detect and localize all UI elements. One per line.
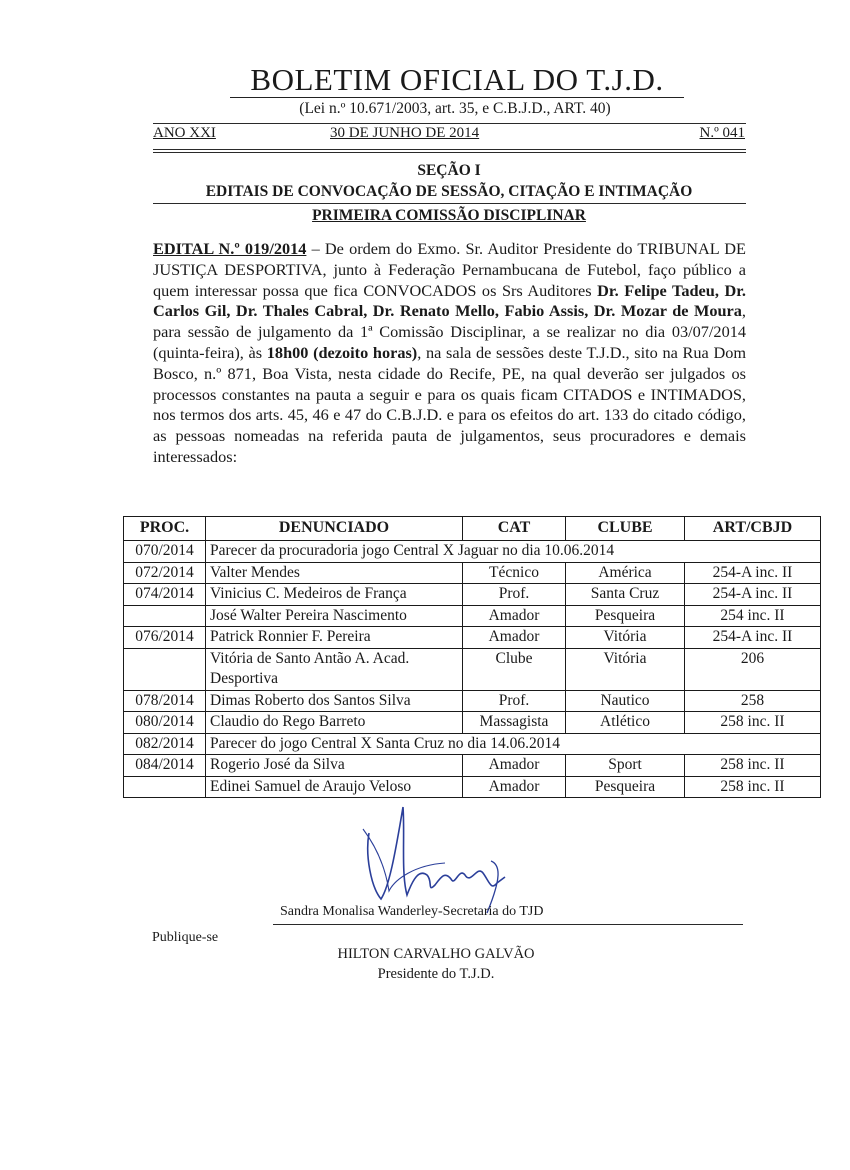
cell-art: 206 (685, 648, 821, 690)
cell-cat: Clube (463, 648, 566, 690)
issue-date: 30 DE JUNHO DE 2014 (330, 125, 480, 141)
table-row (124, 712, 821, 734)
cell-clube: Pesqueira (566, 776, 685, 798)
cell-denunciado: Vinicius C. Medeiros de França (206, 584, 463, 606)
cell-clube: Vitória (566, 648, 685, 690)
table-row (124, 627, 821, 649)
issue-number: N.º 041 (699, 125, 745, 141)
table-header-row (124, 517, 821, 541)
issue-year: ANO XXI (153, 125, 216, 141)
cell-cat: Amador (463, 627, 566, 649)
cell-art: 258 inc. II (685, 776, 821, 798)
signature-line (273, 924, 743, 925)
edital-text: EDITAL N.º 019/2014 – De ordem do Exmo. Sr. Auditor Presidente do TRIBUNAL DE JUSTIÇA DESPORTIVA, junto à Federação Pernambucana de Futebol, faço público a quem interessar possa que fica CONVOCADOS os Srs Auditores Dr. Felipe Tadeu, Dr. Carlos Gil, Dr. Thales Cabral, Dr. Renato Mello, Fabio Assis, Dr. Mozar de Moura, para sessão de julgamento da 1ª Comissão Disciplinar, a se realizar no dia 03/07/2014 (quinta-feira), às 18h00 (dezoito horas), na sala de sessões deste T.J.D., sito na Rua Dom Bosco, n.º 871, Boa Vista, nesta cidade do Recife, PE, na qual deverão ser julgados os processos constantes na pauta a seguir e para os quais ficam CITADOS e INTIMADOS, nos termos dos arts. 45, 46 e 47 do C.B.J.D. e para os efeitos do art. 133 do citado código, as pessoas nomeadas na referida pauta de julgamentos, seus procuradores e demais interessados: (153, 239, 747, 466)
cell-denunciado: Claudio do Rego Barreto (206, 712, 463, 734)
col-cat: CAT (463, 517, 566, 541)
cell-proc (124, 776, 206, 798)
cell-clube: Pesqueira (566, 605, 685, 627)
cell-cat: Amador (463, 605, 566, 627)
cell-clube: Sport (566, 755, 685, 777)
cell-denunciado: Edinei Samuel de Araujo Veloso (206, 776, 463, 798)
cell-note: Parecer do jogo Central X Santa Cruz no dia 14.06.2014 (206, 733, 821, 755)
cell-proc: 078/2014 (124, 690, 206, 712)
cell-proc: 070/2014 (124, 541, 206, 563)
col-art: ART/CBJD (685, 517, 821, 541)
cell-art: 254-A inc. II (685, 562, 821, 584)
cell-proc (124, 605, 206, 627)
cell-cat: Amador (463, 776, 566, 798)
cell-cat: Prof. (463, 584, 566, 606)
table-row (124, 755, 821, 777)
president-name: HILTON CARVALHO GALVÃO (337, 946, 535, 962)
table-row (124, 690, 821, 712)
auditors: Dr. Felipe Tadeu, Dr. Carlos Gil, Dr. Thales Cabral, Dr. Renato Mello, Fabio Assis, Dr. Mozar de Moura (153, 280, 747, 321)
table-row (124, 541, 821, 563)
cell-proc: 076/2014 (124, 627, 206, 649)
divider (153, 149, 746, 150)
bulletin-title: BOLETIM OFICIAL DO T.J.D. (0, 62, 850, 98)
table-row (124, 733, 821, 755)
edital-label: EDITAL N.º 019/2014 (153, 239, 307, 258)
cell-clube: Atlético (566, 712, 685, 734)
publique-se: Publique-se (152, 930, 219, 945)
cell-denunciado: Valter Mendes (206, 562, 463, 584)
president-title: Presidente do T.J.D. (377, 966, 495, 982)
cell-cat: Amador (463, 755, 566, 777)
cell-proc: 082/2014 (124, 733, 206, 755)
cell-cat: Técnico (463, 562, 566, 584)
cell-art: 254-A inc. II (685, 584, 821, 606)
cell-art: 258 inc. II (685, 712, 821, 734)
cell-proc: 072/2014 (124, 562, 206, 584)
cell-denunciado: Vitória de Santo Antão A. Acad. Desportiva (206, 648, 463, 690)
cell-denunciado: José Walter Pereira Nascimento (206, 605, 463, 627)
cell-art: 254 inc. II (685, 605, 821, 627)
cell-proc: 074/2014 (124, 584, 206, 606)
cell-cat: Massagista (463, 712, 566, 734)
table-row (124, 562, 821, 584)
law-reference: (Lei n.º 10.671/2003, art. 35, e C.B.J.D., ART. 40) (299, 100, 611, 117)
cell-denunciado: Dimas Roberto dos Santos Silva (206, 690, 463, 712)
signature-image (355, 795, 515, 915)
divider (153, 152, 746, 153)
secretary-name: Sandra Monalisa Wanderley-Secretaria do TJD (280, 904, 544, 919)
cell-proc (124, 648, 206, 690)
cell-clube: Nautico (566, 690, 685, 712)
cell-denunciado: Patrick Ronnier F. Pereira (206, 627, 463, 649)
cell-note: Parecer da procuradoria jogo Central X Jaguar no dia 10.06.2014 (206, 541, 821, 563)
cell-proc: 084/2014 (124, 755, 206, 777)
col-denunciado: DENUNCIADO (206, 517, 463, 541)
cell-art: 254-A inc. II (685, 627, 821, 649)
cell-denunciado: Rogerio José da Silva (206, 755, 463, 777)
hearing-table (123, 516, 821, 798)
divider (153, 203, 746, 204)
cell-art: 258 (685, 690, 821, 712)
table-row (124, 605, 821, 627)
cell-clube: Santa Cruz (566, 584, 685, 606)
commission-title: PRIMEIRA COMISSÃO DISCIPLINAR (312, 207, 586, 224)
section-number: SEÇÃO I (417, 162, 481, 179)
session-time: 18h00 (dezoito horas) (266, 342, 418, 362)
table-row (124, 648, 821, 690)
cell-cat: Prof. (463, 690, 566, 712)
cell-art: 258 inc. II (685, 755, 821, 777)
col-clube: CLUBE (566, 517, 685, 541)
col-proc: PROC. (124, 517, 206, 541)
cell-proc: 080/2014 (124, 712, 206, 734)
cell-clube: América (566, 562, 685, 584)
cell-clube: Vitória (566, 627, 685, 649)
section-title: EDITAIS DE CONVOCAÇÃO DE SESSÃO, CITAÇÃO E INTIMAÇÃO (205, 183, 693, 200)
table-row (124, 584, 821, 606)
